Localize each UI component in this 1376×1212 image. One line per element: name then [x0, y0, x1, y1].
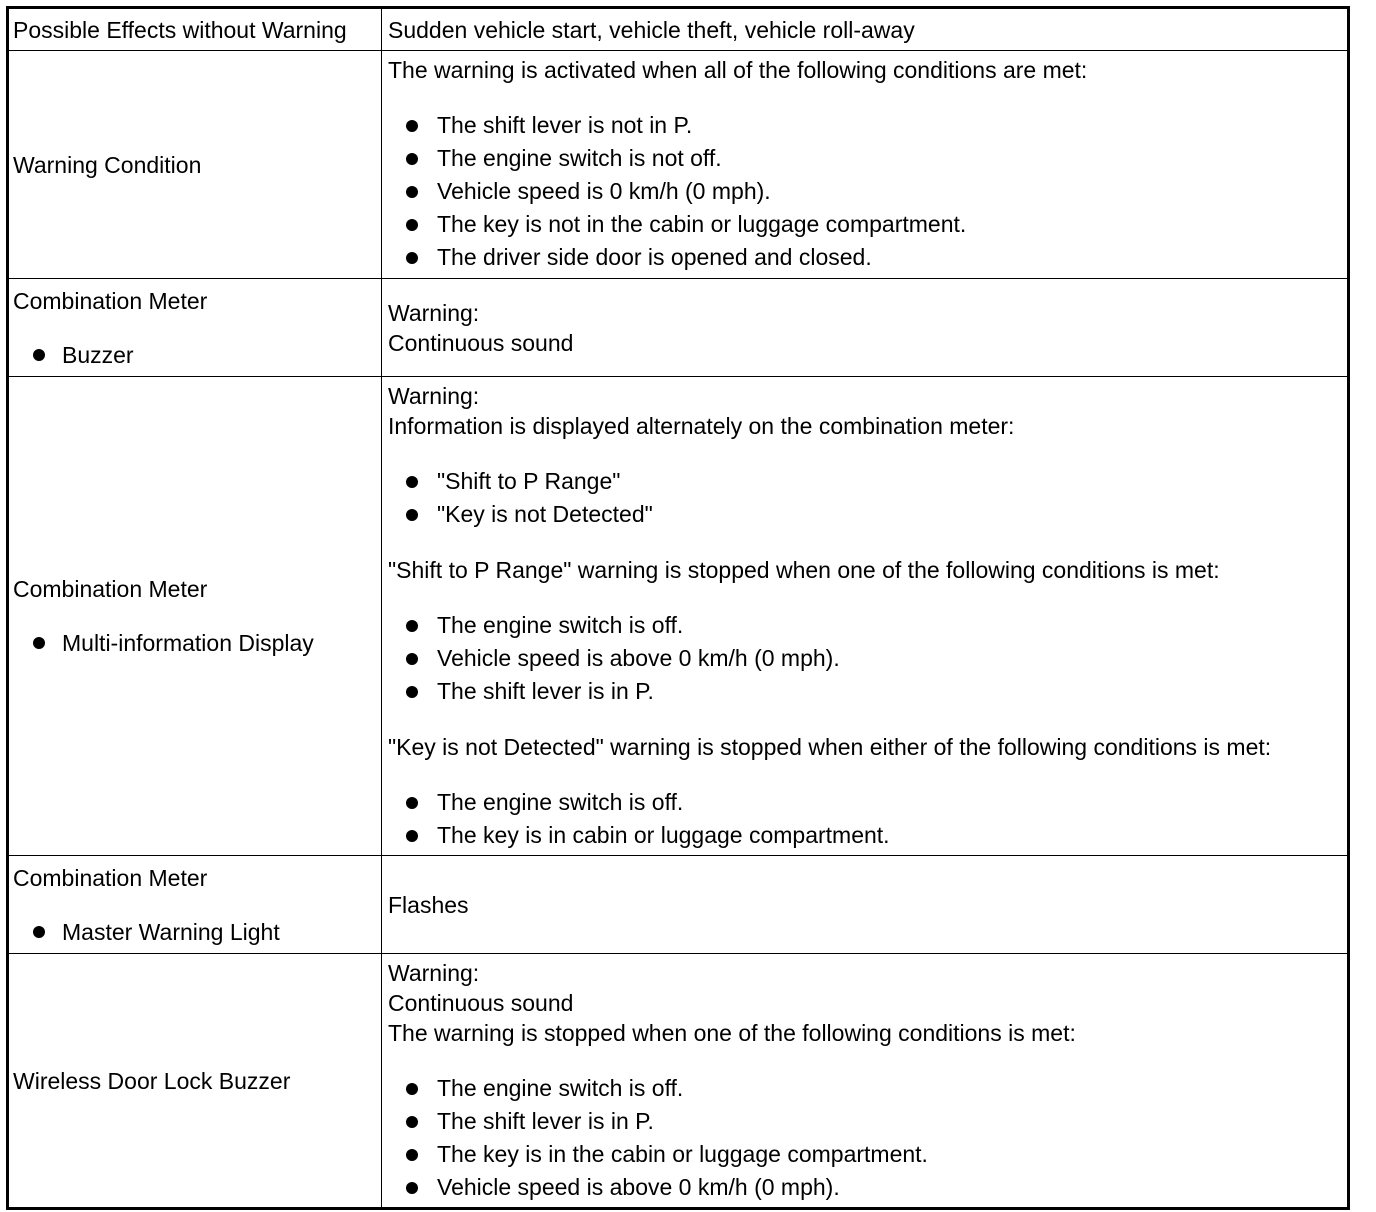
list-item: Vehicle speed is above 0 km/h (0 mph). — [388, 1171, 1347, 1204]
bullet-icon — [406, 476, 418, 488]
list-item: The shift lever is in P. — [388, 675, 1347, 708]
row-content-cell — [382, 279, 1347, 376]
bullet-icon — [406, 830, 418, 842]
bullet-icon — [406, 219, 418, 231]
bullet-icon — [406, 186, 418, 198]
row-content: Sudden vehicle start, vehicle theft, vehicle roll-away — [388, 16, 915, 43]
content-line: The warning is stopped when one of the following conditions is met: — [388, 1019, 1076, 1046]
row-content-cell — [382, 856, 1347, 953]
bullet-icon — [406, 509, 418, 521]
table-row — [9, 855, 1347, 953]
table-row — [9, 278, 1347, 376]
bullet-icon — [406, 1182, 418, 1194]
row-sublabel: Master Warning Light — [13, 917, 381, 947]
list-item: The engine switch is off. — [388, 1072, 1347, 1105]
condition-list — [388, 609, 1347, 708]
intro-text: The warning is activated when all of the following conditions are met: — [388, 57, 1088, 83]
list-item: The engine switch is off. — [388, 786, 1347, 819]
content-line: Warning: — [388, 959, 480, 986]
list-item: The engine switch is off. — [388, 609, 1347, 642]
list-item: The shift lever is not in P. — [388, 109, 1347, 142]
content-line: Information is displayed alternately on the combination meter: — [388, 412, 1015, 439]
bullet-icon — [33, 926, 45, 938]
table-row — [9, 376, 1347, 855]
table-row — [9, 50, 1347, 278]
condition-list — [388, 109, 1347, 274]
table-row — [9, 9, 1347, 50]
bullet-icon — [406, 620, 418, 632]
row-sublabel: Buzzer — [13, 340, 381, 370]
content-line: Warning: — [388, 299, 480, 326]
row-label-cell — [9, 51, 382, 278]
content-line: Flashes — [388, 891, 469, 918]
row-label-cell — [9, 9, 382, 50]
content-line: Continuous sound — [388, 989, 574, 1016]
condition-list — [388, 786, 1347, 852]
row-label-cell — [9, 279, 382, 376]
row-label: Combination Meter — [13, 576, 208, 602]
message-list — [388, 465, 1347, 531]
bullet-icon — [406, 153, 418, 165]
list-item: Vehicle speed is 0 km/h (0 mph). — [388, 175, 1347, 208]
bullet-icon — [406, 252, 418, 264]
list-item: The driver side door is opened and closed. — [388, 241, 1347, 274]
row-label-cell — [9, 377, 382, 855]
warning-spec-table — [6, 6, 1350, 1210]
row-content-cell — [382, 51, 1347, 278]
row-label-cell — [9, 954, 382, 1207]
list-item: The shift lever is in P. — [388, 1105, 1347, 1138]
list-item: Vehicle speed is above 0 km/h (0 mph). — [388, 642, 1347, 675]
row-content-cell — [382, 954, 1347, 1207]
row-label: Combination Meter — [13, 287, 208, 314]
bullet-icon — [406, 653, 418, 665]
row-label-cell — [9, 856, 382, 953]
content-line: Warning: — [388, 382, 480, 409]
list-item: The key is not in the cabin or luggage compartment. — [388, 208, 1347, 241]
row-label: Wireless Door Lock Buzzer — [13, 1067, 291, 1094]
list-item: The key is in the cabin or luggage compartment. — [388, 1138, 1347, 1171]
list-item: "Key is not Detected" — [388, 498, 1347, 531]
row-label: Possible Effects without Warning — [13, 16, 347, 43]
content-line: "Key is not Detected" warning is stopped when either of the following conditions is met: — [388, 733, 1272, 760]
content-line: Continuous sound — [388, 329, 574, 356]
row-content-cell — [382, 9, 1347, 50]
list-item: The engine switch is not off. — [388, 142, 1347, 175]
row-label: Combination Meter — [13, 864, 208, 891]
bullet-icon — [406, 1116, 418, 1128]
content-line: "Shift to P Range" warning is stopped when one of the following conditions is met: — [388, 556, 1220, 583]
row-content-cell — [382, 377, 1347, 855]
bullet-icon — [406, 1149, 418, 1161]
bullet-icon — [406, 120, 418, 132]
list-item: "Shift to P Range" — [388, 465, 1347, 498]
row-label: Warning Condition — [13, 151, 202, 178]
bullet-icon — [406, 797, 418, 809]
row-sublabel: Multi-information Display — [13, 628, 381, 658]
list-item: The key is in cabin or luggage compartment. — [388, 819, 1347, 852]
bullet-icon — [33, 349, 45, 361]
bullet-icon — [406, 1083, 418, 1095]
bullet-icon — [33, 637, 45, 649]
table-row — [9, 953, 1347, 1207]
condition-list — [388, 1072, 1347, 1204]
bullet-icon — [406, 686, 418, 698]
